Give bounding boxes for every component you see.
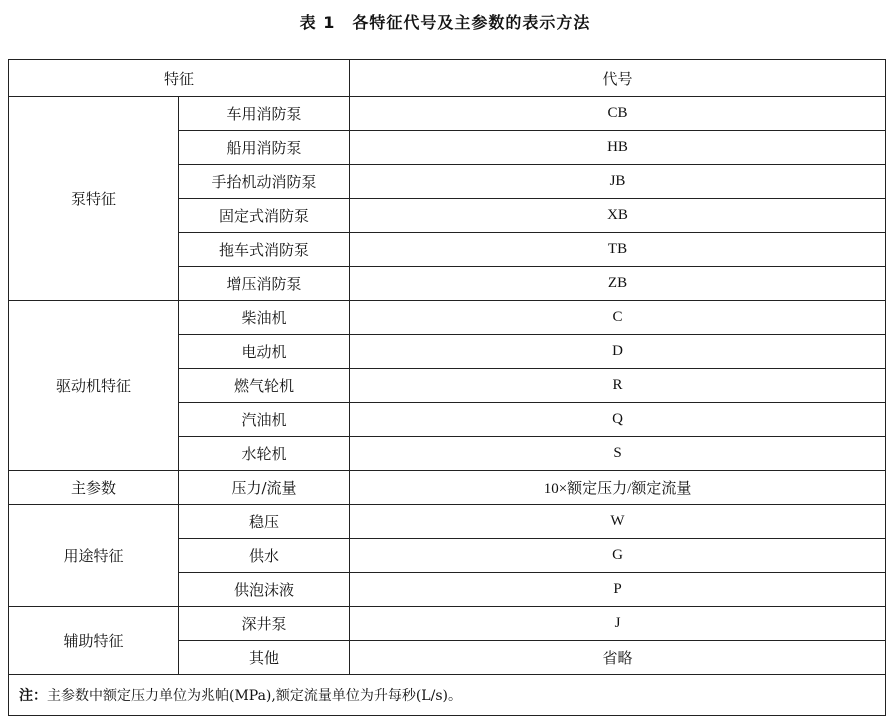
feature-label-cell: 增压消防泵 — [179, 267, 350, 301]
code-cell: 省略 — [350, 641, 886, 675]
feature-label-cell: 深井泵 — [179, 607, 350, 641]
code-cell: JB — [350, 165, 886, 199]
feature-label-cell: 固定式消防泵 — [179, 199, 350, 233]
feature-code-table — [8, 59, 886, 716]
code-cell: J — [350, 607, 886, 641]
feature-label-cell: 压力/流量 — [179, 471, 350, 505]
group-name-cell: 用途特征 — [9, 505, 179, 607]
code-cell: TB — [350, 233, 886, 267]
code-cell: ZB — [350, 267, 886, 301]
code-cell: W — [350, 505, 886, 539]
feature-label-cell: 柴油机 — [179, 301, 350, 335]
code-cell: D — [350, 335, 886, 369]
table-row — [9, 97, 886, 131]
code-cell: 10×额定压力/额定流量 — [350, 471, 886, 505]
feature-label-cell: 电动机 — [179, 335, 350, 369]
feature-label-cell: 其他 — [179, 641, 350, 675]
note-label: 注： — [19, 688, 47, 704]
code-cell: HB — [350, 131, 886, 165]
feature-label-cell: 手抬机动消防泵 — [179, 165, 350, 199]
code-cell: CB — [350, 97, 886, 131]
feature-label-cell: 船用消防泵 — [179, 131, 350, 165]
feature-label-cell: 稳压 — [179, 505, 350, 539]
code-cell: P — [350, 573, 886, 607]
code-cell: R — [350, 369, 886, 403]
group-name-cell: 驱动机特征 — [9, 301, 179, 471]
table-title: 表 1 各特征代号及主参数的表示方法 — [299, 13, 591, 32]
table-row — [9, 301, 886, 335]
table-row — [9, 505, 886, 539]
table-row — [9, 607, 886, 641]
feature-label-cell: 水轮机 — [179, 437, 350, 471]
table-body — [9, 97, 886, 675]
header-code: 代号 — [350, 60, 886, 97]
table-header-row — [9, 60, 886, 97]
feature-label-cell: 拖车式消防泵 — [179, 233, 350, 267]
header-feature: 特征 — [9, 60, 350, 97]
note-row — [9, 675, 886, 716]
note-text: 主参数中额定压力单位为兆帕(MPa),额定流量单位为升每秒(L/s)。 — [47, 688, 462, 704]
feature-label-cell: 汽油机 — [179, 403, 350, 437]
code-cell: G — [350, 539, 886, 573]
code-cell: XB — [350, 199, 886, 233]
feature-label-cell: 供泡沫液 — [179, 573, 350, 607]
table-row — [9, 471, 886, 505]
feature-label-cell: 车用消防泵 — [179, 97, 350, 131]
code-cell: C — [350, 301, 886, 335]
group-name-cell: 主参数 — [9, 471, 179, 505]
table-note — [9, 675, 886, 716]
feature-label-cell: 供水 — [179, 539, 350, 573]
code-cell: S — [350, 437, 886, 471]
feature-label-cell: 燃气轮机 — [179, 369, 350, 403]
group-name-cell: 辅助特征 — [9, 607, 179, 675]
group-name-cell: 泵特征 — [9, 97, 179, 301]
code-cell: Q — [350, 403, 886, 437]
